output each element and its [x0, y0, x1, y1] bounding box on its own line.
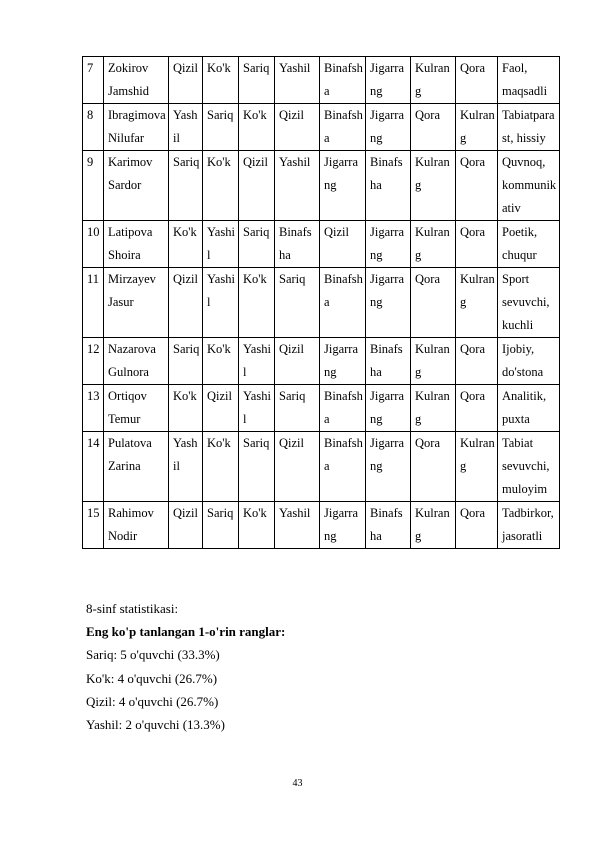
row-number-cell: 9: [83, 151, 104, 221]
color-cell: Yashil: [169, 104, 203, 151]
color-cell: Binafsha: [320, 385, 366, 432]
table-body: [83, 57, 560, 549]
color-cell: Ko'k: [203, 151, 239, 221]
table-row: [83, 151, 560, 221]
color-cell: Kulrang: [411, 338, 456, 385]
color-cell: Sariq: [169, 151, 203, 221]
color-cell: Jigarrang: [320, 338, 366, 385]
character-cell: Sport sevuvchi, kuchli: [498, 268, 560, 338]
color-cell: Qizil: [169, 502, 203, 549]
character-cell: Quvnoq, kommunikativ: [498, 151, 560, 221]
color-cell: Yashil: [203, 221, 239, 268]
color-cell: Sariq: [203, 104, 239, 151]
color-cell: Ko'k: [239, 268, 275, 338]
color-cell: Yashil: [203, 268, 239, 338]
color-cell: Binafsha: [366, 151, 411, 221]
table-row: [83, 221, 560, 268]
color-cell: Jigarrang: [320, 151, 366, 221]
color-cell: Jigarrang: [366, 268, 411, 338]
color-cell: Kulrang: [456, 268, 498, 338]
student-name-cell: Ibragimova Nilufar: [104, 104, 169, 151]
color-cell: Jigarrang: [366, 221, 411, 268]
color-cell: Qizil: [169, 57, 203, 104]
row-number-cell: 13: [83, 385, 104, 432]
color-cell: Jigarrang: [320, 502, 366, 549]
color-cell: Ko'k: [203, 338, 239, 385]
color-cell: Qora: [411, 104, 456, 151]
student-name-cell: Mirzayev Jasur: [104, 268, 169, 338]
row-number-cell: 10: [83, 221, 104, 268]
color-cell: Qizil: [320, 221, 366, 268]
color-cell: Sariq: [239, 432, 275, 502]
color-cell: Binafsha: [275, 221, 320, 268]
color-cell: Qora: [456, 338, 498, 385]
color-cell: Ko'k: [169, 385, 203, 432]
stats-line: Ko'k: 4 o'quvchi (26.7%): [86, 670, 218, 686]
row-number-cell: 12: [83, 338, 104, 385]
color-cell: Sariq: [169, 338, 203, 385]
character-cell: Tabiatparast, hissiy: [498, 104, 560, 151]
table-row: [83, 268, 560, 338]
row-number-cell: 15: [83, 502, 104, 549]
stats-line: Yashil: 2 o'quvchi (13.3%): [86, 717, 225, 733]
table-row: [83, 385, 560, 432]
character-cell: Poetik, chuqur: [498, 221, 560, 268]
color-cell: Yashil: [239, 385, 275, 432]
statistics-section: [86, 597, 556, 736]
color-cell: Sariq: [239, 221, 275, 268]
color-cell: Qora: [411, 432, 456, 502]
color-cell: Qizil: [275, 432, 320, 502]
color-cell: Yashil: [275, 151, 320, 221]
color-cell: Kulrang: [411, 221, 456, 268]
color-cell: Jigarrang: [366, 385, 411, 432]
color-cell: Qora: [456, 151, 498, 221]
color-cell: Qizil: [239, 151, 275, 221]
color-cell: Binafsha: [320, 104, 366, 151]
character-cell: Analitik, puxta: [498, 385, 560, 432]
student-name-cell: Karimov Sardor: [104, 151, 169, 221]
table-row: [83, 432, 560, 502]
stats-heading: 8-sinf statistikasi:: [86, 601, 179, 616]
color-cell: Yashil: [275, 57, 320, 104]
table-row: [83, 338, 560, 385]
color-cell: Sariq: [275, 385, 320, 432]
color-cell: Ko'k: [203, 432, 239, 502]
color-cell: Binafsha: [320, 268, 366, 338]
stats-subheading: Eng ko'p tanlangan 1-o'rin ranglar:: [86, 624, 286, 640]
student-name-cell: Zokirov Jamshid: [104, 57, 169, 104]
color-cell: Binafsha: [366, 502, 411, 549]
color-cell: Qora: [456, 502, 498, 549]
character-cell: Ijobiy, do'stona: [498, 338, 560, 385]
color-preference-table: [82, 56, 560, 549]
student-name-cell: Nazarova Gulnora: [104, 338, 169, 385]
color-cell: Kulrang: [411, 502, 456, 549]
color-cell: Binafsha: [366, 338, 411, 385]
student-name-cell: Pulatova Zarina: [104, 432, 169, 502]
table-row: [83, 502, 560, 549]
row-number-cell: 14: [83, 432, 104, 502]
table-row: [83, 104, 560, 151]
color-cell: Ko'k: [169, 221, 203, 268]
page-number: 43: [292, 778, 303, 789]
color-cell: Jigarrang: [366, 57, 411, 104]
color-cell: Qora: [411, 268, 456, 338]
color-cell: Ko'k: [239, 104, 275, 151]
color-cell: Ko'k: [239, 502, 275, 549]
color-cell: Kulrang: [411, 385, 456, 432]
color-cell: Sariq: [275, 268, 320, 338]
color-cell: Qora: [456, 221, 498, 268]
color-cell: Kulrang: [456, 432, 498, 502]
color-cell: Kulrang: [411, 151, 456, 221]
table-row: [83, 57, 560, 104]
row-number-cell: 7: [83, 57, 104, 104]
character-cell: Faol, maqsadli: [498, 57, 560, 104]
color-cell: Kulrang: [411, 57, 456, 104]
color-cell: Binafsha: [320, 432, 366, 502]
student-name-cell: Ortiqov Temur: [104, 385, 169, 432]
row-number-cell: 8: [83, 104, 104, 151]
character-cell: Tadbirkor, jasoratli: [498, 502, 560, 549]
color-cell: Qizil: [275, 104, 320, 151]
color-cell: Jigarrang: [366, 432, 411, 502]
color-cell: Ko'k: [203, 57, 239, 104]
color-cell: Yashil: [169, 432, 203, 502]
color-cell: Yashil: [239, 338, 275, 385]
color-cell: Qizil: [275, 338, 320, 385]
student-name-cell: Rahimov Nodir: [104, 502, 169, 549]
color-cell: Sariq: [239, 57, 275, 104]
color-cell: Qora: [456, 385, 498, 432]
color-cell: Sariq: [203, 502, 239, 549]
color-cell: Qora: [456, 57, 498, 104]
color-cell: Binafsha: [320, 57, 366, 104]
color-cell: Jigarrang: [366, 104, 411, 151]
color-cell: Qizil: [169, 268, 203, 338]
student-name-cell: Latipova Shoira: [104, 221, 169, 268]
stats-line: Sariq: 5 o'quvchi (33.3%): [86, 647, 220, 663]
character-cell: Tabiat sevuvchi, muloyim: [498, 432, 560, 502]
stats-line: Qizil: 4 o'quvchi (26.7%): [86, 693, 219, 709]
row-number-cell: 11: [83, 268, 104, 338]
color-cell: Kulrang: [456, 104, 498, 151]
color-cell: Qizil: [203, 385, 239, 432]
color-cell: Yashil: [275, 502, 320, 549]
